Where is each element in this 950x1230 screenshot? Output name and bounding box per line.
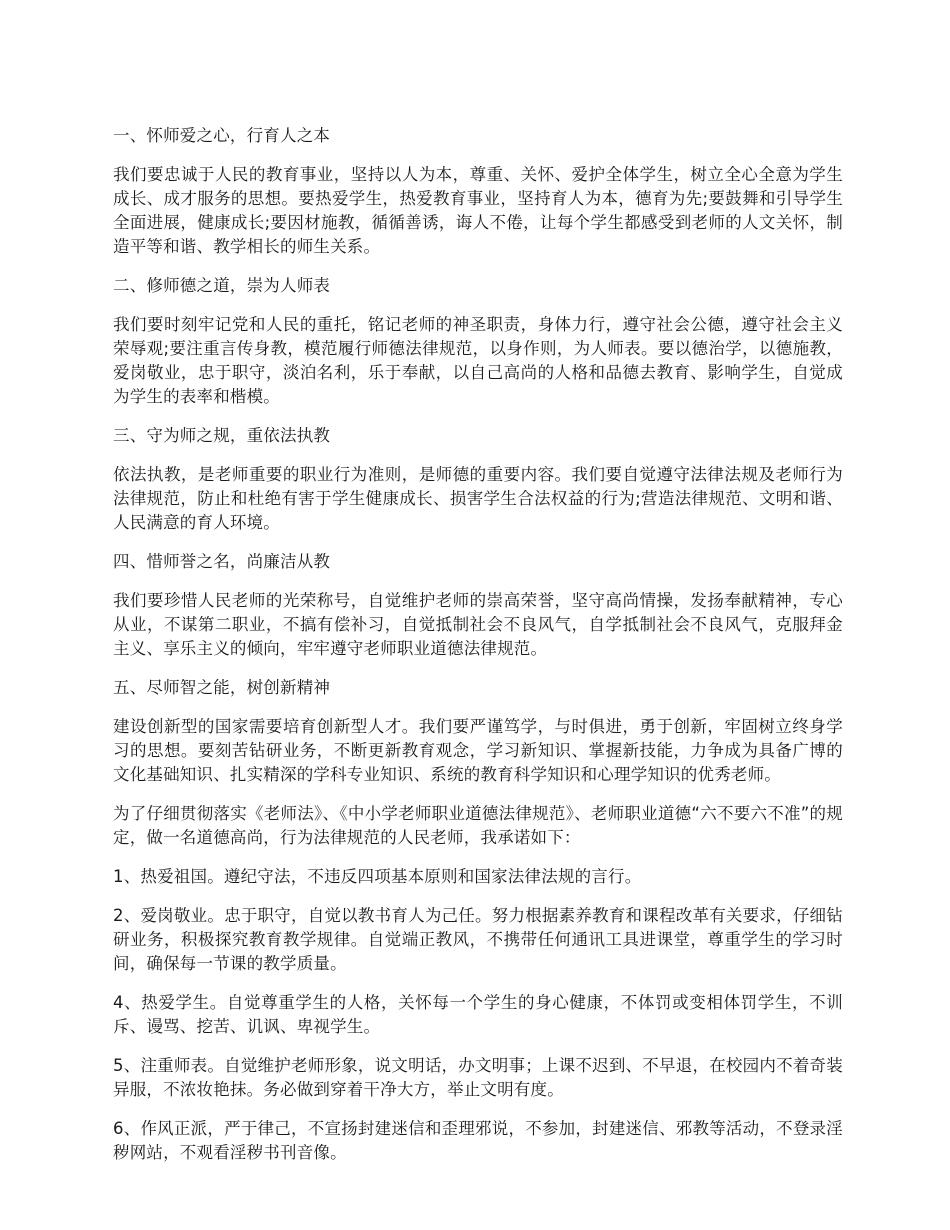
pledge-item-2: 2、爱岗敬业。忠于职守，自觉以教书育人为己任。努力根据素养教育和课程改革有关要求，仔细钻研业务，积极探究教育教学规律。自觉端正教风，不携带任何通讯工具进课堂，尊重学生的学习时间，确保每一节课的教学质量。 bbox=[113, 906, 843, 973]
section-paragraph-2: 我们要时刻牢记党和人民的重托，铭记老师的神圣职责，身体力行，遵守社会公德，遵守社会主义荣辱观;要注重言传身教，模范履行师德法律规范，以身作则，为人师表。要以德治学，以德施教，爱岗敬业，忠于职守，淡泊名利，乐于奉献，以自己高尚的人格和品德去教育、影响学生，自觉成为学生的表率和楷模。 bbox=[113, 315, 843, 406]
section-heading-5: 五、尽师智之能，树创新精神 bbox=[113, 678, 331, 697]
pledge-item-6: 6、作风正派，严于律己，不宣扬封建迷信和歪理邪说，不参加，封建迷信、邪教等活动，不登录淫秽网站，不观看淫秽书刊音像。 bbox=[113, 1119, 843, 1162]
pledge-item-4: 4、热爱学生。自觉尊重学生的人格，关怀每一个学生的身心健康，不体罚或变相体罚学生，不训斥、谩骂、挖苦、讥讽、卑视学生。 bbox=[113, 993, 843, 1036]
document-body bbox=[113, 124, 843, 1165]
section-paragraph-1: 我们要忠诚于人民的教育事业，坚持以人为本，尊重、关怀、爱护全体学生，树立全心全意为学生成长、成才服务的思想。要热爱学生，热爱教育事业，坚持育人为本，德育为先;要鼓舞和引导学生全面进展，健康成长;要因材施教，循循善诱，诲人不倦，让每个学生都感受到老师的人文关怀，制造平等和谐、教学相长的师生关系。 bbox=[113, 165, 843, 256]
section-heading-2: 二、修师德之道，崇为人师表 bbox=[113, 276, 331, 295]
section-paragraph-3: 依法执教，是老师重要的职业行为准则，是师德的重要内容。我们要自觉遵守法律法规及老师行为法律规范，防止和杜绝有害于学生健康成长、损害学生合法权益的行为;营造法律规范、文明和谐、人民满意的育人环境。 bbox=[113, 465, 843, 532]
section-heading-4: 四、惜师誉之名，尚廉洁从教 bbox=[113, 552, 331, 571]
pledge-item-5: 5、注重师表。自觉维护老师形象，说文明话，办文明事；上课不迟到、不早退，在校园内不着奇装异服，不浓妆艳抹。务必做到穿着干净大方，举止文明有度。 bbox=[113, 1056, 843, 1099]
section-paragraph-4: 我们要珍惜人民老师的光荣称号，自觉维护老师的崇高荣誉，坚守高尚情操，发扬奉献精神，专心从业，不谋第二职业，不搞有偿补习，自觉抵制社会不良风气，自学抵制社会不良风气，克服拜金主义、享乐主义的倾向，牢牢遵守老师职业道德法律规范。 bbox=[113, 591, 843, 658]
section-heading-1: 一、怀师爱之心，行育人之本 bbox=[113, 126, 331, 145]
section-paragraph-5: 建设创新型的国家需要培育创新型人才。我们要严谨笃学，与时俱进，勇于创新，牢固树立终身学习的思想。要刻苦钻研业务，不断更新教育观念，学习新知识、掌握新技能，力争成为具备广博的文化基础知识、扎实精深的学科专业知识、系统的教育科学知识和心理学知识的优秀老师。 bbox=[113, 717, 843, 784]
pledge-item-1: 1、热爱祖国。遵纪守法，不违反四项基本原则和国家法律法规的言行。 bbox=[113, 867, 642, 886]
pledge-intro-paragraph: 为了仔细贯彻落实《老师法》、《中小学老师职业道德法律规范》、老师职业道德“六不要六不准”的规定，做一名道德高尚，行为法律规范的人民老师，我承诺如下： bbox=[113, 804, 843, 847]
section-heading-3: 三、守为师之规，重依法执教 bbox=[113, 426, 331, 445]
